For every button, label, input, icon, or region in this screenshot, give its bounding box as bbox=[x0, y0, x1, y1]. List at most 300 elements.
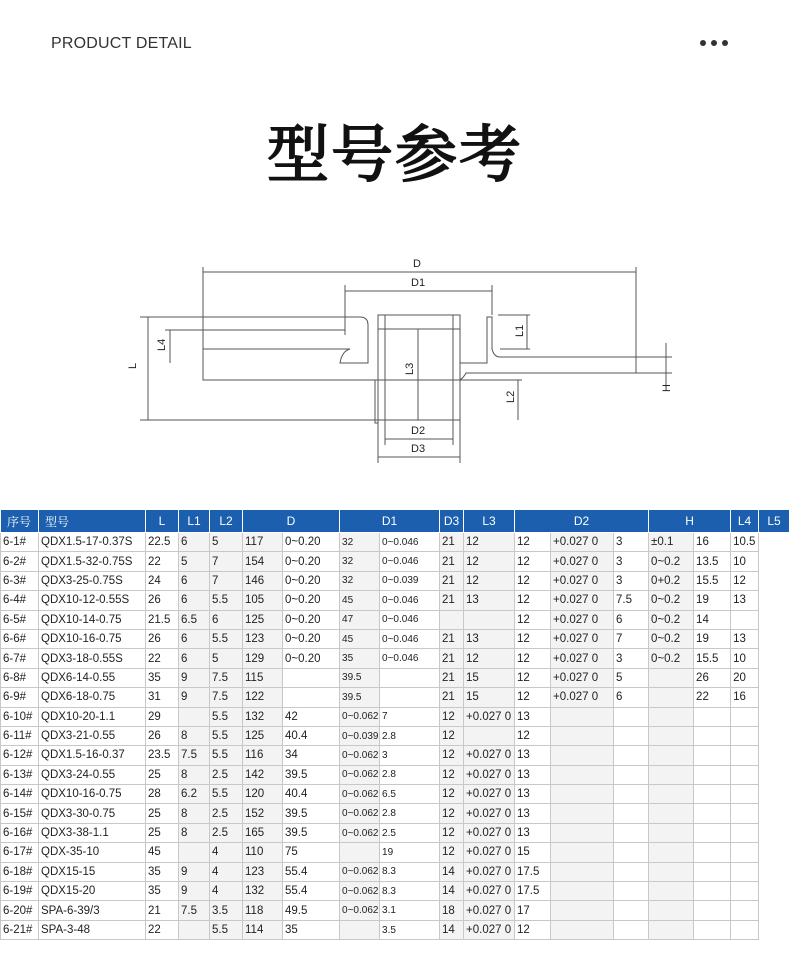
dim-label-l2: L2 bbox=[505, 390, 517, 403]
table-cell: 28 bbox=[146, 785, 179, 804]
table-cell: 19 bbox=[694, 629, 731, 648]
table-cell bbox=[694, 726, 731, 745]
table-cell: 0~0.062 bbox=[340, 785, 380, 804]
table-cell: QDX1.5-17-0.37S bbox=[39, 533, 146, 552]
table-cell: 6-13# bbox=[1, 765, 39, 784]
table-row bbox=[1, 901, 790, 920]
table-row bbox=[1, 882, 790, 901]
table-cell: 12 bbox=[515, 726, 551, 745]
table-cell: 40.4 bbox=[283, 726, 340, 745]
table-cell: 13 bbox=[515, 746, 551, 765]
table-cell: SPA-3-48 bbox=[39, 920, 146, 939]
table-cell: 39.5 bbox=[283, 823, 340, 842]
table-cell bbox=[283, 688, 340, 707]
col-header-index: 序号 bbox=[1, 510, 39, 533]
table-cell: 0~0.039 bbox=[380, 571, 440, 590]
table-cell: 13 bbox=[464, 629, 515, 648]
table-cell: 24 bbox=[146, 571, 179, 590]
table-cell bbox=[649, 707, 694, 726]
spec-table-wrapper bbox=[0, 509, 790, 940]
table-cell: 7 bbox=[380, 707, 440, 726]
table-cell bbox=[551, 862, 614, 881]
table-cell: 5.5 bbox=[210, 746, 243, 765]
table-cell: QDX6-14-0.55 bbox=[39, 668, 146, 687]
table-cell bbox=[649, 804, 694, 823]
table-row bbox=[1, 668, 790, 687]
table-cell: 0~0.062 bbox=[340, 901, 380, 920]
table-cell bbox=[649, 785, 694, 804]
table-cell: 6-7# bbox=[1, 649, 39, 668]
table-cell: QDX15-20 bbox=[39, 882, 146, 901]
table-row bbox=[1, 726, 790, 745]
table-cell: 8.3 bbox=[380, 862, 440, 881]
table-cell: 5.5 bbox=[210, 726, 243, 745]
table-cell: QDX10-20-1.1 bbox=[39, 707, 146, 726]
table-cell bbox=[649, 823, 694, 842]
table-cell: 9 bbox=[179, 862, 210, 881]
table-cell bbox=[440, 610, 464, 629]
table-cell: 0~0.046 bbox=[380, 649, 440, 668]
table-row bbox=[1, 571, 790, 590]
table-cell: 7.5 bbox=[179, 746, 210, 765]
table-cell: 0~0.062 bbox=[340, 882, 380, 901]
table-cell: 0~0.2 bbox=[649, 629, 694, 648]
table-cell bbox=[614, 765, 649, 784]
table-cell bbox=[731, 610, 759, 629]
dim-label-d1: D1 bbox=[411, 277, 426, 289]
table-cell: 0~0.046 bbox=[380, 591, 440, 610]
table-cell bbox=[731, 746, 759, 765]
table-cell: 0~0.2 bbox=[649, 649, 694, 668]
table-cell: 6.2 bbox=[179, 785, 210, 804]
table-cell: 47 bbox=[340, 610, 380, 629]
table-cell: 12 bbox=[515, 629, 551, 648]
table-cell: 132 bbox=[243, 882, 283, 901]
table-cell: 6-8# bbox=[1, 668, 39, 687]
table-cell: 10 bbox=[731, 649, 759, 668]
col-header-l4: L4 bbox=[731, 510, 759, 533]
table-cell: 7 bbox=[614, 629, 649, 648]
table-cell: 34 bbox=[283, 746, 340, 765]
table-cell: 39.5 bbox=[340, 688, 380, 707]
dim-label-d3: D3 bbox=[411, 443, 426, 455]
table-row bbox=[1, 862, 790, 881]
dim-label-l: L bbox=[127, 362, 139, 369]
table-cell bbox=[694, 882, 731, 901]
table-cell bbox=[340, 920, 380, 939]
col-header-d2: D2 bbox=[515, 510, 649, 533]
table-cell bbox=[694, 901, 731, 920]
table-cell: QDX3-24-0.55 bbox=[39, 765, 146, 784]
table-cell: 21.5 bbox=[146, 610, 179, 629]
table-cell: 9 bbox=[179, 668, 210, 687]
table-cell: +0.027 0 bbox=[464, 823, 515, 842]
table-cell: 12 bbox=[464, 571, 515, 590]
table-cell: 8 bbox=[179, 823, 210, 842]
table-cell bbox=[551, 882, 614, 901]
table-cell: 6-1# bbox=[1, 533, 39, 552]
table-cell bbox=[614, 707, 649, 726]
table-cell: 12 bbox=[515, 610, 551, 629]
table-cell bbox=[694, 823, 731, 842]
table-cell: 13 bbox=[731, 629, 759, 648]
table-cell: 7.5 bbox=[614, 591, 649, 610]
table-cell: 6-9# bbox=[1, 688, 39, 707]
table-cell: 13.5 bbox=[694, 552, 731, 571]
table-cell: 12 bbox=[515, 571, 551, 590]
table-cell: 22 bbox=[146, 920, 179, 939]
table-cell: 6 bbox=[179, 591, 210, 610]
table-cell: 118 bbox=[243, 901, 283, 920]
table-cell: 26 bbox=[694, 668, 731, 687]
table-cell: 8.3 bbox=[380, 882, 440, 901]
table-cell: 39.5 bbox=[283, 765, 340, 784]
table-cell bbox=[694, 785, 731, 804]
table-cell: 0~0.046 bbox=[380, 552, 440, 571]
table-cell: 0~0.20 bbox=[283, 649, 340, 668]
table-cell: 142 bbox=[243, 765, 283, 784]
table-cell: 7 bbox=[210, 552, 243, 571]
table-cell bbox=[551, 726, 614, 745]
table-cell: 125 bbox=[243, 610, 283, 629]
table-cell: 10.5 bbox=[731, 533, 759, 552]
table-cell: 16 bbox=[731, 688, 759, 707]
table-cell: 6 bbox=[210, 610, 243, 629]
table-cell: 6 bbox=[614, 610, 649, 629]
table-cell: +0.027 0 bbox=[464, 746, 515, 765]
table-cell: 114 bbox=[243, 920, 283, 939]
table-cell: 116 bbox=[243, 746, 283, 765]
table-cell bbox=[614, 920, 649, 939]
table-cell: 122 bbox=[243, 688, 283, 707]
table-cell: 0~0.039 bbox=[340, 726, 380, 745]
table-cell: 0~0.046 bbox=[380, 629, 440, 648]
table-cell: QDX3-30-0.75 bbox=[39, 804, 146, 823]
dim-label-l1: L1 bbox=[514, 324, 526, 337]
table-cell bbox=[731, 862, 759, 881]
table-row bbox=[1, 552, 790, 571]
table-cell bbox=[551, 765, 614, 784]
table-cell: 6-12# bbox=[1, 746, 39, 765]
table-cell: 19 bbox=[380, 843, 440, 862]
table-cell: 13 bbox=[515, 785, 551, 804]
col-header-l: L bbox=[146, 510, 179, 533]
table-cell: 21 bbox=[440, 688, 464, 707]
table-cell: 10 bbox=[731, 552, 759, 571]
table-cell: 0~0.046 bbox=[380, 533, 440, 552]
table-cell: +0.027 0 bbox=[464, 765, 515, 784]
table-cell bbox=[649, 765, 694, 784]
table-cell: 13 bbox=[515, 823, 551, 842]
table-cell: 125 bbox=[243, 726, 283, 745]
table-cell bbox=[283, 668, 340, 687]
table-cell: QDX10-14-0.75 bbox=[39, 610, 146, 629]
table-cell: 6-16# bbox=[1, 823, 39, 842]
table-cell: 0+0.2 bbox=[649, 571, 694, 590]
table-cell: 13 bbox=[731, 591, 759, 610]
table-cell: 0~0.062 bbox=[340, 804, 380, 823]
table-cell: 26 bbox=[146, 629, 179, 648]
table-cell: 5.5 bbox=[210, 591, 243, 610]
table-cell: 18 bbox=[440, 901, 464, 920]
table-cell: 3 bbox=[614, 533, 649, 552]
table-row bbox=[1, 804, 790, 823]
table-cell: QDX3-38-1.1 bbox=[39, 823, 146, 842]
table-cell: 21 bbox=[440, 571, 464, 590]
table-cell bbox=[614, 823, 649, 842]
table-cell: 6-5# bbox=[1, 610, 39, 629]
table-cell bbox=[380, 688, 440, 707]
table-cell bbox=[731, 726, 759, 745]
table-cell: 9 bbox=[179, 688, 210, 707]
col-header-model: 型号 bbox=[39, 510, 146, 533]
table-cell: 7.5 bbox=[210, 688, 243, 707]
table-cell: 2.8 bbox=[380, 804, 440, 823]
table-cell: 22 bbox=[146, 649, 179, 668]
table-cell: QDX-35-10 bbox=[39, 843, 146, 862]
table-cell: 2.8 bbox=[380, 726, 440, 745]
table-cell: 35 bbox=[146, 882, 179, 901]
table-cell: 45 bbox=[340, 591, 380, 610]
table-cell: 0~0.20 bbox=[283, 610, 340, 629]
table-cell bbox=[614, 882, 649, 901]
table-cell bbox=[649, 920, 694, 939]
table-cell: 0~0.062 bbox=[340, 746, 380, 765]
table-cell bbox=[551, 920, 614, 939]
table-cell: 123 bbox=[243, 629, 283, 648]
table-cell: 12 bbox=[464, 649, 515, 668]
table-row bbox=[1, 765, 790, 784]
table-cell: 5.5 bbox=[210, 785, 243, 804]
table-cell bbox=[380, 668, 440, 687]
table-cell: 5.5 bbox=[210, 920, 243, 939]
col-header-d3: D3 bbox=[440, 510, 464, 533]
table-cell: +0.027 0 bbox=[551, 688, 614, 707]
table-cell: 4 bbox=[210, 882, 243, 901]
table-cell: 6-14# bbox=[1, 785, 39, 804]
table-cell: 0~0.046 bbox=[380, 610, 440, 629]
col-header-h: H bbox=[649, 510, 731, 533]
table-cell: QDX6-18-0.75 bbox=[39, 688, 146, 707]
table-cell: 165 bbox=[243, 823, 283, 842]
table-cell: 21 bbox=[146, 901, 179, 920]
table-cell bbox=[179, 920, 210, 939]
table-cell: 3 bbox=[614, 649, 649, 668]
table-cell bbox=[649, 882, 694, 901]
table-cell: 22 bbox=[146, 552, 179, 571]
table-cell: 7 bbox=[210, 571, 243, 590]
table-cell: 110 bbox=[243, 843, 283, 862]
table-cell: QDX10-16-0.75 bbox=[39, 629, 146, 648]
table-cell: 14 bbox=[440, 920, 464, 939]
table-row bbox=[1, 707, 790, 726]
table-cell bbox=[614, 746, 649, 765]
table-cell: +0.027 0 bbox=[551, 571, 614, 590]
table-cell: 35 bbox=[146, 862, 179, 881]
table-cell: 8 bbox=[179, 804, 210, 823]
table-cell: 6-10# bbox=[1, 707, 39, 726]
table-cell: 3 bbox=[614, 552, 649, 571]
table-cell: 12 bbox=[515, 591, 551, 610]
more-dots-icon[interactable] bbox=[700, 40, 728, 46]
table-cell: 3.1 bbox=[380, 901, 440, 920]
table-cell: 6-3# bbox=[1, 571, 39, 590]
table-row bbox=[1, 610, 790, 629]
table-cell: 6-6# bbox=[1, 629, 39, 648]
table-cell: 22.5 bbox=[146, 533, 179, 552]
table-cell: 13 bbox=[515, 804, 551, 823]
table-cell: 152 bbox=[243, 804, 283, 823]
table-cell: 13 bbox=[464, 591, 515, 610]
table-cell: +0.027 0 bbox=[464, 901, 515, 920]
table-cell: 13 bbox=[515, 707, 551, 726]
table-cell: 117 bbox=[243, 533, 283, 552]
table-cell: 5 bbox=[210, 533, 243, 552]
table-row bbox=[1, 649, 790, 668]
dim-label-d: D bbox=[413, 258, 421, 270]
table-cell: 31 bbox=[146, 688, 179, 707]
table-cell bbox=[551, 823, 614, 842]
table-cell: 15.5 bbox=[694, 649, 731, 668]
table-cell bbox=[179, 843, 210, 862]
col-header-d1: D1 bbox=[340, 510, 440, 533]
table-cell: 40.4 bbox=[283, 785, 340, 804]
col-header-l2: L2 bbox=[210, 510, 243, 533]
col-header-l5: L5 bbox=[759, 510, 790, 533]
table-cell bbox=[694, 843, 731, 862]
table-cell: 14 bbox=[694, 610, 731, 629]
table-cell: 0~0.20 bbox=[283, 629, 340, 648]
table-cell: 6 bbox=[179, 533, 210, 552]
table-cell: 15.5 bbox=[694, 571, 731, 590]
col-header-d: D bbox=[243, 510, 340, 533]
table-cell bbox=[731, 707, 759, 726]
table-cell bbox=[731, 920, 759, 939]
table-cell: +0.027 0 bbox=[464, 843, 515, 862]
dim-label-l4: L4 bbox=[156, 338, 168, 351]
table-header-row bbox=[1, 510, 790, 533]
table-cell bbox=[694, 920, 731, 939]
table-cell bbox=[614, 785, 649, 804]
table-cell: 12 bbox=[440, 843, 464, 862]
table-cell: 2.5 bbox=[210, 823, 243, 842]
table-cell: QDX15-15 bbox=[39, 862, 146, 881]
table-cell: 115 bbox=[243, 668, 283, 687]
table-cell: 12 bbox=[731, 571, 759, 590]
table-cell: 35 bbox=[283, 920, 340, 939]
table-cell bbox=[614, 862, 649, 881]
table-cell bbox=[649, 746, 694, 765]
table-cell: 6-20# bbox=[1, 901, 39, 920]
table-cell: 5 bbox=[210, 649, 243, 668]
table-cell: 55.4 bbox=[283, 862, 340, 881]
table-cell: +0.027 0 bbox=[551, 629, 614, 648]
table-cell: 6 bbox=[614, 688, 649, 707]
table-cell: QDX1.5-32-0.75S bbox=[39, 552, 146, 571]
table-row bbox=[1, 629, 790, 648]
table-cell bbox=[614, 726, 649, 745]
technical-drawing bbox=[0, 245, 790, 475]
table-cell bbox=[551, 707, 614, 726]
table-cell: 21 bbox=[440, 591, 464, 610]
table-cell bbox=[694, 804, 731, 823]
table-row bbox=[1, 785, 790, 804]
table-cell: 6 bbox=[179, 649, 210, 668]
table-cell: 6 bbox=[179, 629, 210, 648]
col-header-l3: L3 bbox=[464, 510, 515, 533]
table-cell bbox=[551, 785, 614, 804]
table-cell: 6-15# bbox=[1, 804, 39, 823]
table-cell: 32 bbox=[340, 552, 380, 571]
table-cell: 6-2# bbox=[1, 552, 39, 571]
table-cell: 13 bbox=[515, 765, 551, 784]
table-cell: +0.027 0 bbox=[464, 707, 515, 726]
table-cell: 15 bbox=[464, 688, 515, 707]
table-cell: 6-21# bbox=[1, 920, 39, 939]
table-cell: 17 bbox=[515, 901, 551, 920]
table-cell bbox=[731, 785, 759, 804]
table-cell: 23.5 bbox=[146, 746, 179, 765]
table-cell: 0~0.20 bbox=[283, 533, 340, 552]
table-cell: 12 bbox=[515, 533, 551, 552]
table-cell: 0~0.062 bbox=[340, 823, 380, 842]
table-cell: 8 bbox=[179, 765, 210, 784]
table-cell: 6-17# bbox=[1, 843, 39, 862]
table-cell bbox=[731, 901, 759, 920]
table-cell: 42 bbox=[283, 707, 340, 726]
table-cell: 32 bbox=[340, 533, 380, 552]
table-cell: 6-18# bbox=[1, 862, 39, 881]
table-cell: 8 bbox=[179, 726, 210, 745]
table-cell bbox=[551, 843, 614, 862]
table-cell: 0~0.2 bbox=[649, 591, 694, 610]
table-cell: 2.5 bbox=[380, 823, 440, 842]
table-cell bbox=[694, 765, 731, 784]
table-cell bbox=[179, 707, 210, 726]
table-cell bbox=[649, 668, 694, 687]
table-cell: 15 bbox=[464, 668, 515, 687]
table-cell: QDX10-12-0.55S bbox=[39, 591, 146, 610]
table-cell: 6-19# bbox=[1, 882, 39, 901]
table-cell: 26 bbox=[146, 591, 179, 610]
table-row bbox=[1, 688, 790, 707]
table-cell bbox=[649, 901, 694, 920]
table-cell: 2.5 bbox=[210, 765, 243, 784]
table-cell: 21 bbox=[440, 629, 464, 648]
table-cell: +0.027 0 bbox=[464, 785, 515, 804]
table-cell: 12 bbox=[515, 649, 551, 668]
table-cell: 12 bbox=[515, 688, 551, 707]
table-cell: 0~0.2 bbox=[649, 552, 694, 571]
table-cell: ±0.1 bbox=[649, 533, 694, 552]
table-cell: 0~0.20 bbox=[283, 571, 340, 590]
table-cell bbox=[464, 610, 515, 629]
table-cell: 12 bbox=[464, 552, 515, 571]
table-cell: 55.4 bbox=[283, 882, 340, 901]
table-cell: QDX3-21-0.55 bbox=[39, 726, 146, 745]
dim-label-d2: D2 bbox=[411, 425, 426, 437]
table-cell bbox=[731, 843, 759, 862]
table-cell: 0~0.062 bbox=[340, 862, 380, 881]
table-cell: 32 bbox=[340, 571, 380, 590]
table-cell: 35 bbox=[340, 649, 380, 668]
table-cell: 3.5 bbox=[380, 920, 440, 939]
table-cell: 25 bbox=[146, 823, 179, 842]
table-cell: 3 bbox=[614, 571, 649, 590]
table-row bbox=[1, 591, 790, 610]
table-cell: 39.5 bbox=[340, 668, 380, 687]
table-cell: +0.027 0 bbox=[551, 591, 614, 610]
